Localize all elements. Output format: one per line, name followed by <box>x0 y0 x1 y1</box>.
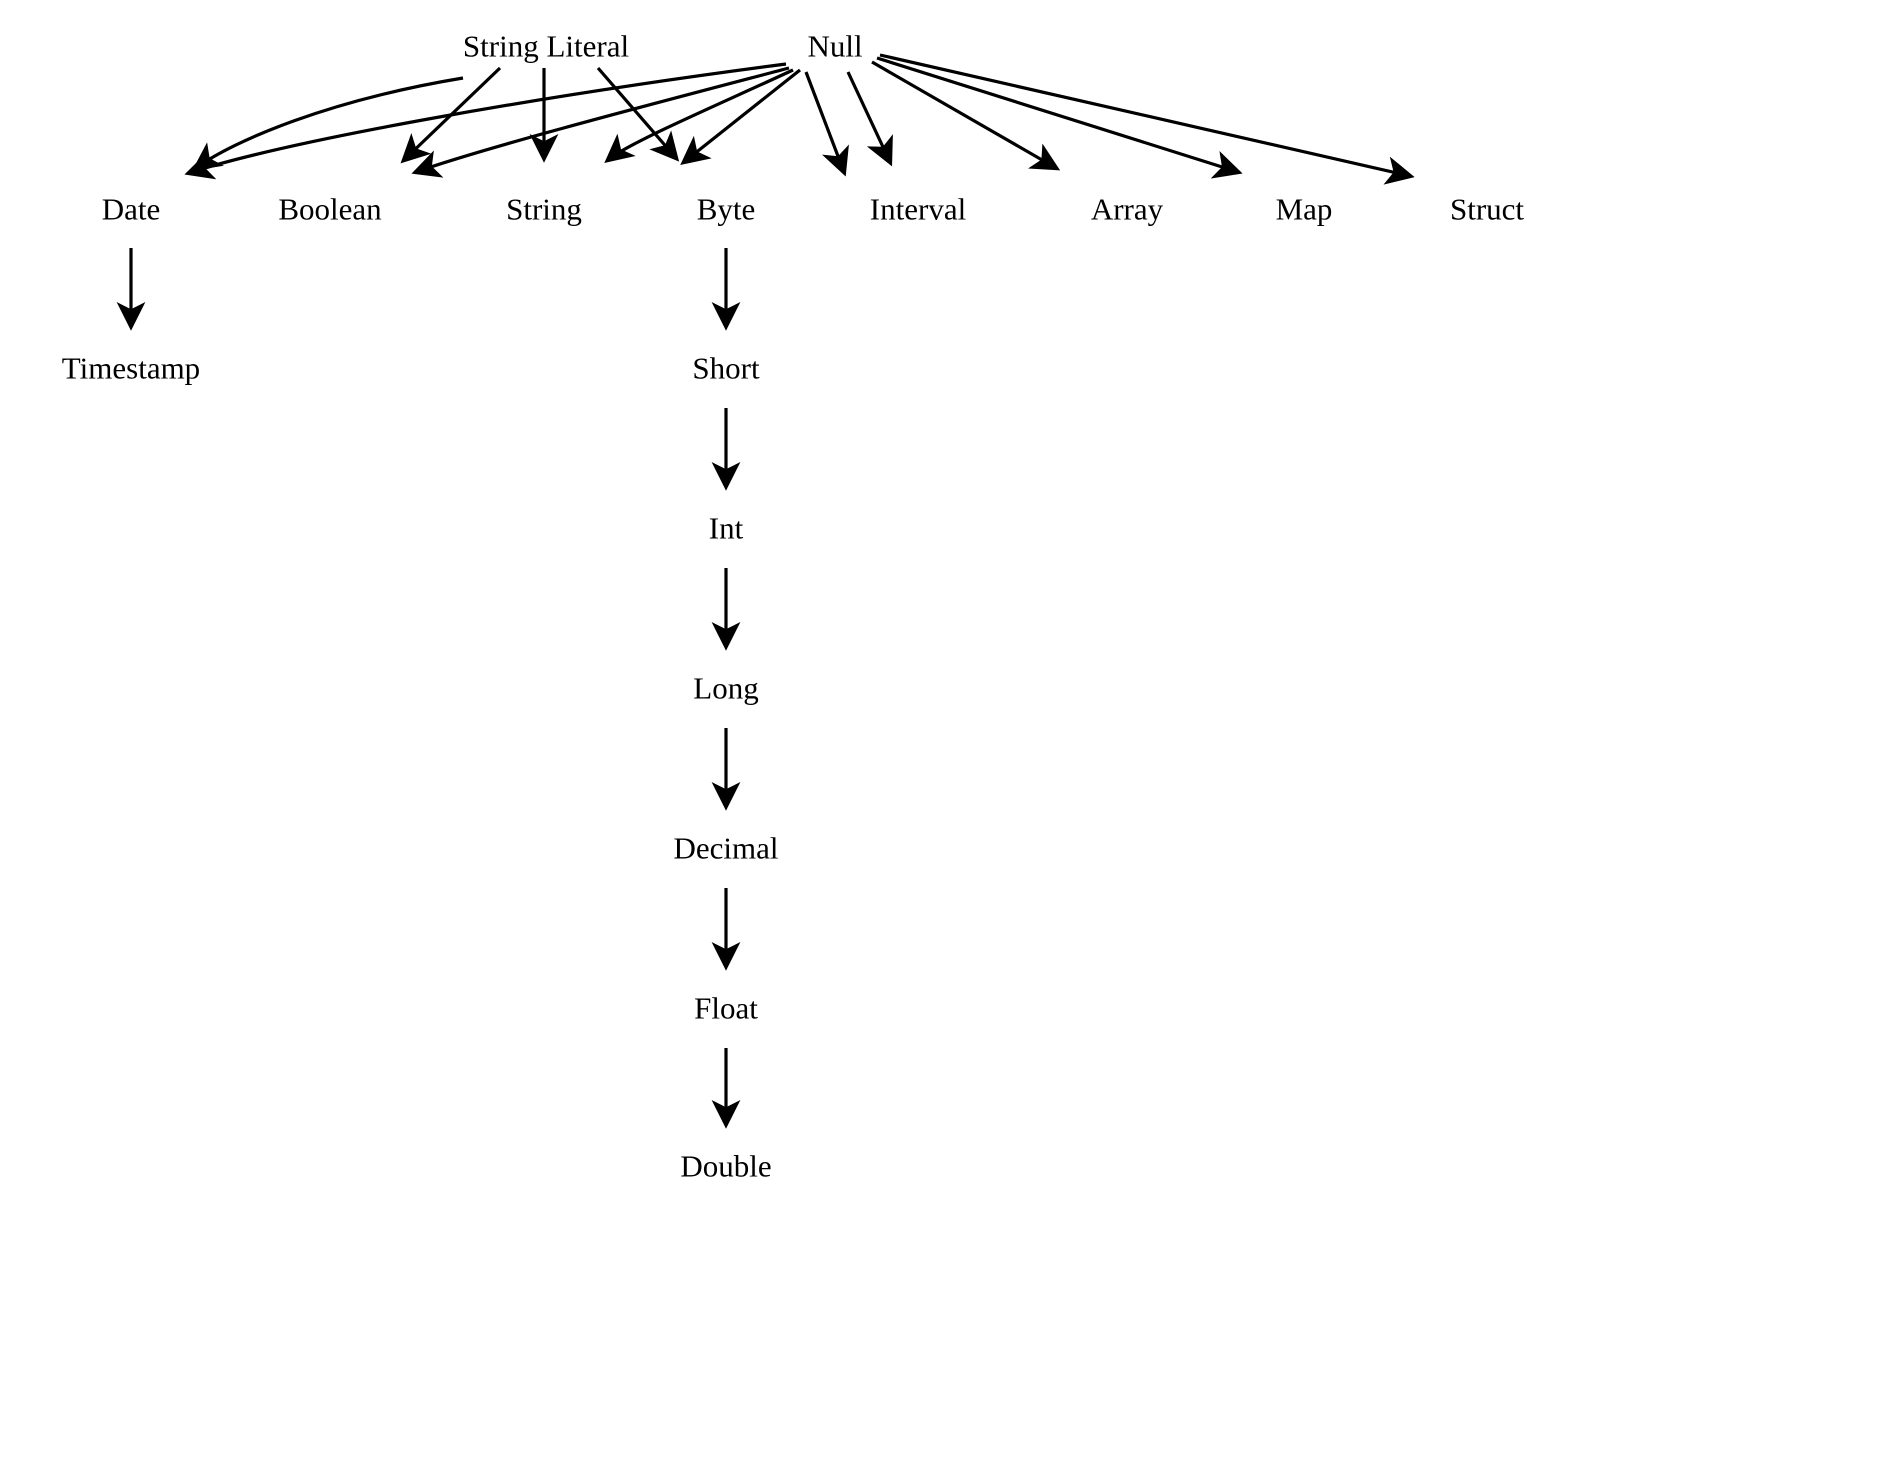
node-interval: Interval <box>869 191 967 227</box>
node-boolean: Boolean <box>278 191 382 227</box>
edge-string-literal-byte <box>598 68 676 158</box>
node-float: Float <box>694 990 758 1026</box>
node-int: Int <box>708 510 744 546</box>
edge-null-byte-right <box>806 72 844 172</box>
edge-null-interval <box>848 72 890 162</box>
node-decimal: Decimal <box>673 830 779 866</box>
node-string-literal: String Literal <box>462 28 630 64</box>
node-null: Null <box>807 28 863 64</box>
node-string: String <box>506 191 582 227</box>
edge-null-byte <box>684 70 800 162</box>
node-struct: Struct <box>1449 191 1525 227</box>
node-long: Long <box>693 670 759 706</box>
edge-null-boolean <box>416 68 789 172</box>
edge-string-literal-boolean <box>404 68 500 160</box>
node-date: Date <box>101 191 161 227</box>
edge-null-map <box>877 58 1238 172</box>
node-short: Short <box>692 350 760 386</box>
node-byte: Byte <box>696 191 756 227</box>
edge-null-date <box>189 64 786 173</box>
edge-null-array <box>872 62 1056 168</box>
edge-null-struct <box>880 55 1410 176</box>
node-timestamp: Timestamp <box>61 350 201 386</box>
node-array: Array <box>1090 191 1164 227</box>
edge-null-string <box>608 70 793 160</box>
node-map: Map <box>1275 191 1333 227</box>
node-double: Double <box>680 1148 772 1184</box>
edge-string-literal-date <box>196 78 463 168</box>
